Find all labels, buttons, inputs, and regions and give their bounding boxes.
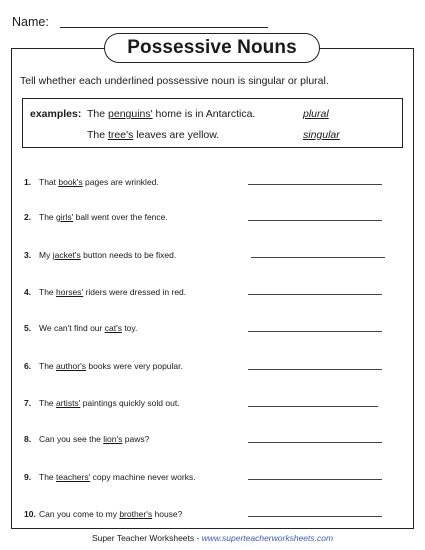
example-sentence (87, 129, 219, 141)
answer-line-5[interactable] (248, 331, 382, 332)
question-6 (24, 361, 183, 371)
question-number: 1. (24, 177, 32, 187)
answer-line-2[interactable] (248, 220, 382, 221)
question-text: Can you come to my (39, 509, 120, 519)
question-text: paintings quickly sold out. (80, 398, 180, 408)
question-number: 4. (24, 287, 32, 297)
example-text: The (87, 108, 109, 120)
answer-line-1[interactable] (248, 184, 382, 185)
question-number: 5. (24, 323, 32, 333)
example-text: home is in Antarctica. (152, 108, 256, 120)
question-noun: lion's (103, 434, 123, 444)
question-9 (24, 472, 196, 482)
question-5 (24, 323, 137, 333)
question-text: riders were dressed in red. (83, 287, 187, 297)
question-text: paws? (122, 434, 150, 444)
question-text: The (39, 398, 57, 408)
answer-line-8[interactable] (248, 442, 382, 443)
answer-line-6[interactable] (248, 369, 382, 370)
footer-site-link[interactable]: www.superteacherworksheets.com (201, 533, 334, 543)
example-text: The (87, 129, 109, 141)
question-noun: author's (56, 361, 86, 371)
question-4 (24, 287, 186, 297)
question-noun: girls' (56, 212, 74, 222)
question-text: The (39, 472, 57, 482)
question-text: ball went over the fence. (73, 212, 168, 222)
example-noun: tree's (108, 129, 134, 141)
question-text: button needs to be fixed. (80, 250, 177, 260)
question-text: That (39, 177, 59, 187)
example-sentence (87, 108, 255, 120)
question-number: 9. (24, 472, 32, 482)
example-text: leaves are yellow. (133, 129, 220, 141)
answer-line-3[interactable] (251, 257, 385, 258)
question-text: The (39, 361, 57, 371)
question-text: toy. (121, 323, 138, 333)
question-text: The (39, 212, 57, 222)
example-noun: penguins' (108, 108, 153, 120)
question-number: 7. (24, 398, 32, 408)
footer-brand: Super Teacher Worksheets (91, 533, 195, 543)
question-2 (24, 212, 168, 222)
example-answer: singular (303, 129, 340, 141)
question-8 (24, 434, 149, 444)
question-noun: book's (58, 177, 83, 187)
examples-box (22, 98, 403, 148)
question-noun: jacket's (52, 250, 81, 260)
question-noun: cat's (104, 323, 122, 333)
worksheet-title: Possessive Nouns (104, 33, 320, 63)
name-label: Name: (12, 15, 49, 29)
question-number: 8. (24, 434, 32, 444)
question-noun: brother's (119, 509, 153, 519)
question-noun: horses' (56, 287, 84, 297)
question-text: The (39, 287, 57, 297)
answer-line-4[interactable] (248, 294, 382, 295)
question-number: 6. (24, 361, 32, 371)
question-7 (24, 398, 180, 408)
name-line[interactable] (60, 27, 268, 28)
question-number: 10. (24, 509, 36, 519)
question-text: books were very popular. (86, 361, 183, 371)
examples-label: examples: (30, 108, 82, 120)
question-text: My (39, 250, 53, 260)
question-text: copy machine never works. (90, 472, 196, 482)
answer-line-9[interactable] (248, 479, 382, 480)
question-text: pages are wrinkled. (82, 177, 159, 187)
instructions: Tell whether each underlined possessive noun is singular or plural. (20, 75, 329, 87)
question-text: Can you see the (39, 434, 104, 444)
question-noun: teachers' (56, 472, 91, 482)
footer (0, 533, 425, 543)
answer-line-7[interactable] (248, 406, 378, 407)
question-number: 3. (24, 250, 32, 260)
question-text: house? (152, 509, 183, 519)
footer-separator: - (194, 533, 202, 543)
question-1 (24, 177, 159, 187)
question-number: 2. (24, 212, 32, 222)
question-noun: artists' (56, 398, 81, 408)
question-text: We can't find our (39, 323, 105, 333)
question-10 (24, 509, 182, 519)
example-answer: plural (303, 108, 329, 120)
question-3 (24, 250, 176, 260)
answer-line-10[interactable] (248, 516, 382, 517)
